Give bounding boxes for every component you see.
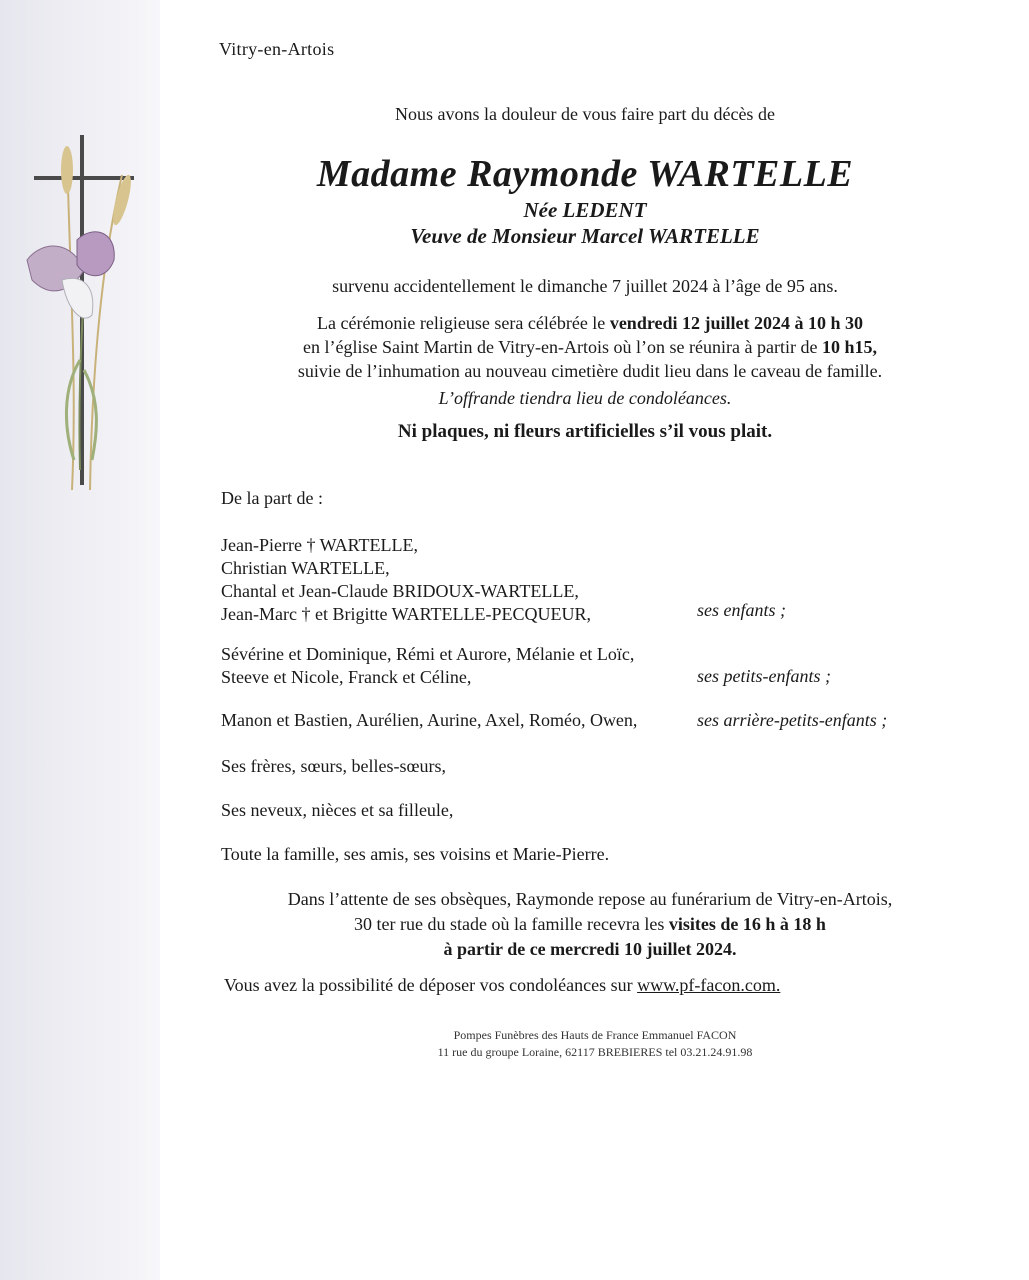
list-item: Steeve et Nicole, Franck et Céline, <box>221 667 472 687</box>
footer-line-2: 11 rue du groupe Loraine, 62117 BREBIERES tel 03.21.24.91.98 <box>437 1045 753 1059</box>
place-name: Vitry-en-Artois <box>219 39 335 59</box>
grandchildren-relation: ses petits-enfants ; <box>697 666 831 686</box>
list-item: Jean-Marc † et Brigitte WARTELLE-PECQUEUR, <box>221 604 592 624</box>
list-item: Jean-Pierre † WARTELLE, <box>221 535 419 555</box>
rest-line-2: 30 ter rue du stade où la famille recevra les visites de 16 h à 18 h <box>354 914 826 934</box>
visit-hours: visites de 16 h à 18 h <box>668 914 826 934</box>
rest-line-3 <box>175 937 1005 962</box>
rest-block <box>175 887 1005 962</box>
widow-of: Veuve de Monsieur Marcel WARTELLE <box>410 224 760 248</box>
deceased-name: Madame Raymonde WARTELLE <box>316 153 854 195</box>
cross-lily-ornament-icon <box>22 130 152 490</box>
gathering-time: 10 h15, <box>821 337 877 357</box>
maiden-name: Née LEDENT <box>523 198 647 222</box>
intro-text: Nous avons la douleur de vous faire part du décès de <box>395 104 775 124</box>
visit-date: à partir de ce mercredi 10 juillet 2024. <box>443 939 737 959</box>
offering-note: L’offrande tiendra lieu de condoléances. <box>438 388 732 408</box>
children-relation: ses enfants ; <box>697 600 786 620</box>
ceremony-date: vendredi 12 juillet 2024 à 10 h 30 <box>609 313 863 333</box>
from-heading: De la part de : <box>221 488 323 508</box>
ceremony-line-3: suivie de l’inhumation au nouveau cimetière dudit lieu dans le caveau de famille. <box>297 361 883 381</box>
funeral-home-footer <box>300 1027 890 1061</box>
rest-line-1: Dans l’attente de ses obsèques, Raymonde repose au funérarium de Vitry-en-Artois, <box>287 889 893 909</box>
condolences-line: Vous avez la possibilité de déposer vos condoléances sur www.pf-facon.com. <box>224 975 781 995</box>
ceremony-block <box>175 311 1005 383</box>
great-grandchildren-relation: ses arrière-petits-enfants ; <box>697 710 888 730</box>
family-line: Toute la famille, ses amis, ses voisins et Marie-Pierre. <box>221 844 610 864</box>
footer-line-1: Pompes Funèbres des Hauts de France Emmanuel FACON <box>453 1028 737 1042</box>
siblings-line: Ses frères, sœurs, belles-sœurs, <box>221 756 446 776</box>
ceremony-line-1: La cérémonie religieuse sera célébrée le vendredi 12 juillet 2024 à 10 h 30 <box>316 313 863 333</box>
ceremony-line-2: en l’église Saint Martin de Vitry-en-Artois où l’on se réunira à partir de 10 h15, <box>303 337 877 357</box>
death-notice-line: survenu accidentellement le dimanche 7 juillet 2024 à l’âge de 95 ans. <box>332 276 838 296</box>
grandchildren-list <box>221 643 634 689</box>
children-list <box>221 534 591 626</box>
no-flowers-note: Ni plaques, ni fleurs artificielles s’il vous plait. <box>397 421 773 442</box>
list-item: Chantal et Jean-Claude BRIDOUX-WARTELLE, <box>221 581 579 601</box>
nephews-line: Ses neveux, nièces et sa filleule, <box>221 800 454 820</box>
list-item: Sévérine et Dominique, Rémi et Aurore, Mélanie et Loïc, <box>221 644 635 664</box>
great-grandchildren-list: Manon et Bastien, Aurélien, Aurine, Axel, Roméo, Owen, <box>221 710 638 730</box>
condolences-link[interactable]: www.pf-facon.com. <box>637 975 781 995</box>
list-item: Christian WARTELLE, <box>221 558 390 578</box>
